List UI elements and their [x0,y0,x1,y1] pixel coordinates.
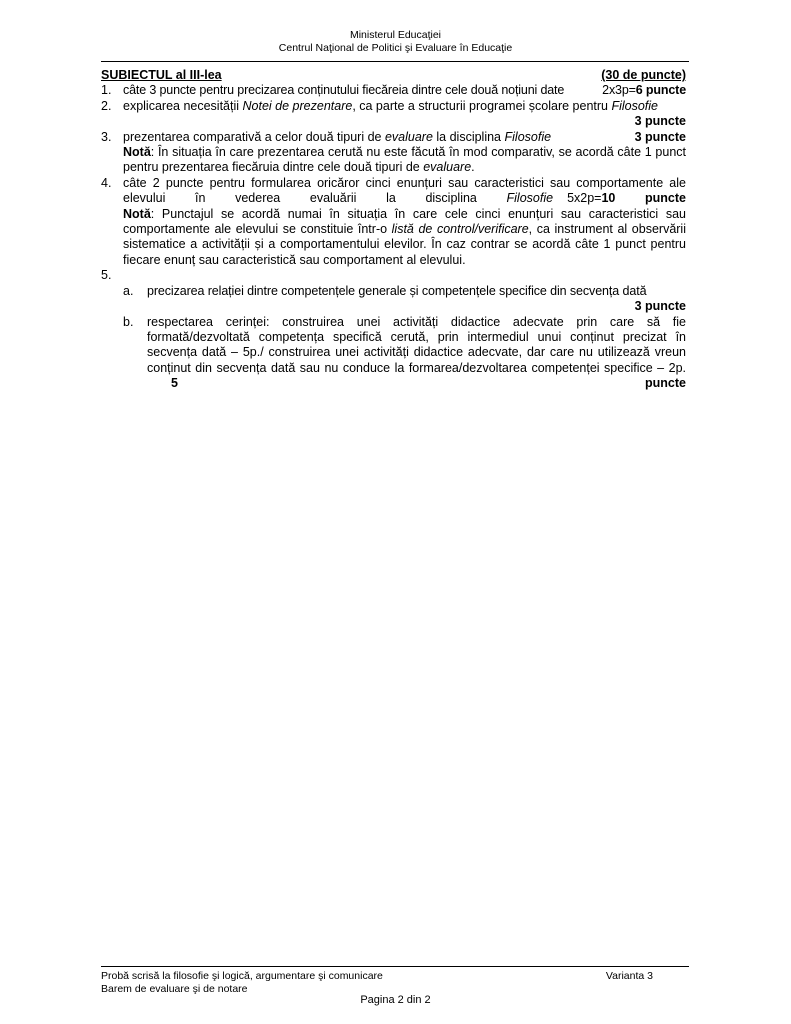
item-number: 1. [101,83,112,98]
section-title-left: SUBIECTUL al III-lea [101,68,222,82]
item-5a-text: precizarea relației dintre competențele generale și competențele specifice din secvența dată [147,283,647,298]
item-3-text: prezentarea comparativă a celor două tipuri de evaluare la disciplina Filosofie [123,129,552,144]
item-5b-text: respectarea cerinței: construirea unei activități didactice adecvate prin care să fie formată/dezvoltată competența specifică cerută, prin intermediul unui conținut precizat în secvența dată – 5p./ construirea unei activități didactice adecvate, dar care nu utilizează vreun conținut din secvența dată sau nu conduce la formarea/dezvoltarea competenței specifice – 2p.5 puncte [147,314,686,391]
item-4 [101,176,686,268]
item-5b [123,315,686,392]
item-4-score: 5x2p=10 puncte [567,191,686,206]
item-5a [123,284,686,315]
item-number: 3. [101,129,112,144]
item-1-text: câte 3 puncte pentru precizarea conținutului fiecăreia dintre cele două noțiuni date [123,83,565,98]
grading-content [101,68,686,392]
page-number: Pagina 2 din 2 [360,994,431,1006]
document-footer [101,970,689,996]
footer-exam-title: Probă scrisă la filosofie şi logică, argumentare şi comunicare [101,970,383,982]
item-5b-score: 5 puncte [171,376,686,391]
item-5a-score: 3 puncte [634,299,686,314]
subitem-label: b. [123,314,134,329]
item-number: 4. [101,175,112,190]
header-center: Centrul Naţional de Politici şi Evaluare în Educaţie [278,41,513,54]
item-3-note: Notă: În situația în care prezentarea cerută nu este făcută în mod comparativ, se acordă câte 1 punct pentru prezentarea fiecăruia dintre cele două tipuri de evaluare. [123,145,686,175]
item-3 [101,130,686,176]
document-header [0,29,791,54]
header-ministry: Ministerul Educaţiei [349,29,442,41]
footer-variant: Varianta 3 [605,970,653,982]
section-title-points: (30 de puncte) [601,68,686,82]
footer-subtitle: Barem de evaluare şi de notare [101,983,248,995]
item-2 [101,99,686,130]
header-divider [101,61,689,62]
item-3-score: 3 puncte [634,129,686,144]
item-2-text: explicarea necesității Notei de prezentare, ca parte a structurii programei școlare pentru Filosofie [123,98,659,113]
subitem-label: a. [123,283,134,298]
item-4-note: Notă: Punctajul se acordă numai în situația în care cele cinci enunțuri sau caracteristici sau comportamente ale elevului se constituie într-o listă de control/verificare, ca instrument al observării sistematice a activității și a comportamentului elevilor. În caz contrar se acordă câte 1 punct pentru fiecare enunț sau caracteristică sau comportament al elevului. [123,206,686,267]
item-1 [101,83,686,98]
footer-divider [101,966,689,967]
item-number: 5. [101,268,112,283]
item-2-score: 3 puncte [634,114,686,129]
section-title [101,68,686,83]
item-4-text: câte 2 puncte pentru formularea oricăror cinci enunțuri sau caracteristici sau comportamente ale elevului în vederea evaluării la disciplina Filosofie 5x2p=10 puncte [123,175,686,206]
item-1-score: 2x3p=6 puncte [602,83,686,98]
item-5 [101,268,686,283]
item-number: 2. [101,98,112,113]
